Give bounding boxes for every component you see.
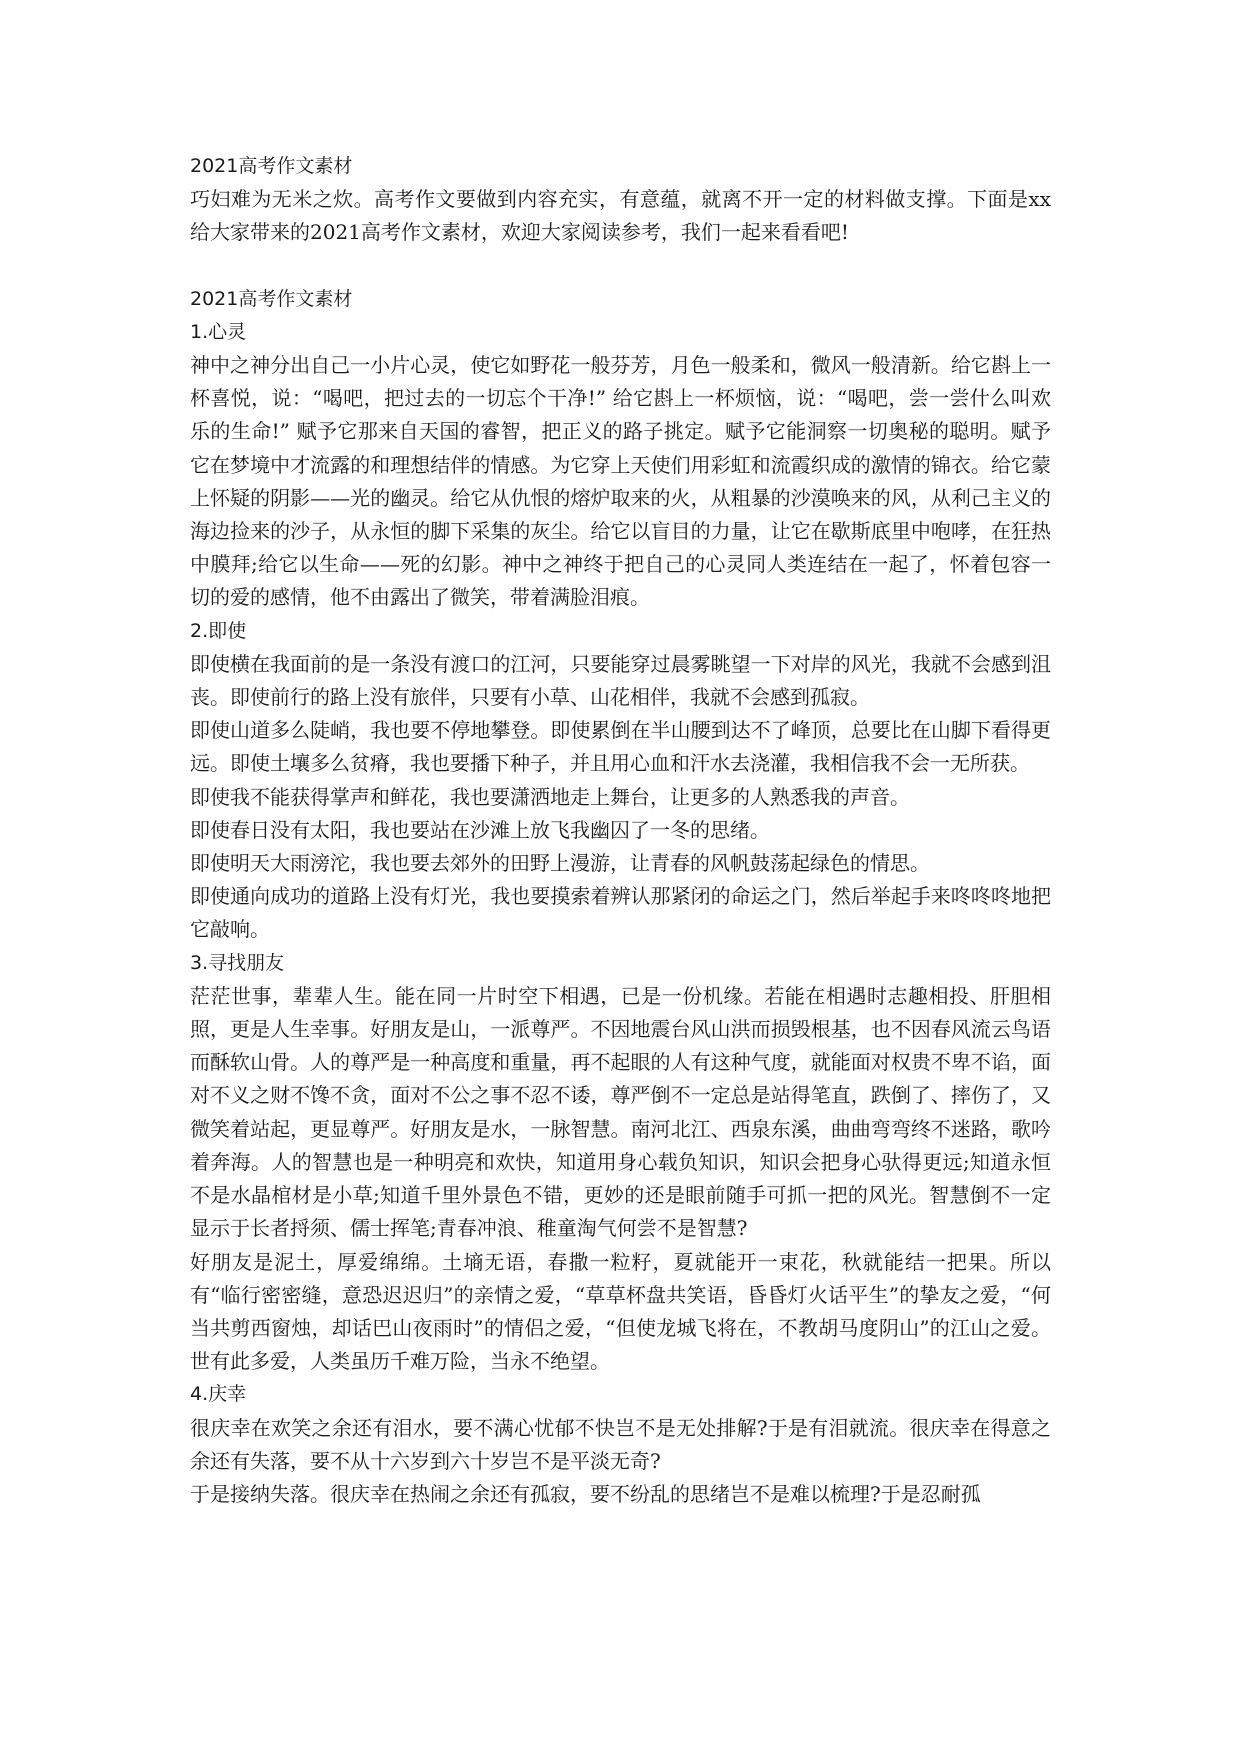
section-paragraph: 好朋友是泥土，厚爱绵绵。土墒无语，春撒一粒籽，夏就能开一束花，秋就能结一把果。所以有“临行密密缝，意恐迟迟归”的亲情之爱，“草草杯盘共笑语，昏昏灯火话平生”的挚友之爱，“何当共剪西窗烛，却话巴山夜雨时”的情侣之爱，“但使龙城飞将在，不教胡马度阴山”的江山之爱。世有此多爱，人类虽历千难万险，当永不绝望。 [190,1249,1051,1374]
section-heading: 2.即使 [190,619,247,642]
document-body [190,150,1051,1511]
document-title: 2021高考作文素材 [190,155,353,177]
section-paragraph: 即使横在我面前的是一条没有渡口的江河，只要能穿过晨雾眺望一下对岸的风光，我就不会感到沮丧。即使前行的路上没有旅伴，只要有小草、山花相伴，我就不会感到孤寂。 [190,651,1051,710]
document-subtitle: 2021高考作文素材 [190,287,353,310]
section-heading: 4.庆幸 [190,1383,247,1406]
section-paragraph: 即使山道多么陡峭，我也要不停地攀登。即使累倒在半山腰到达不了峰顶，总要比在山脚下看得更远。即使土壤多么贫瘠，我也要播下种子，并且用心血和汗水去浇灌，我相信我不会一无所获。 [190,718,1051,776]
section-heading: 1.心灵 [190,320,247,343]
section-paragraph: 很庆幸在欢笑之余还有泪水，要不满心忧郁不快岂不是无处排解?于是有泪就流。很庆幸在得意之余还有失落，要不从十六岁到六十岁岂不是平淡无奇? [190,1415,1051,1473]
section-paragraph: 即使我不能获得掌声和鲜花，我也要潇洒地走上舞台，让更多的人熟悉我的声音。 [190,784,910,809]
paragraph-spacer [190,250,1051,283]
section-paragraph: 于是接纳失落。很庆幸在热闹之余还有孤寂，要不纷乱的思绪岂不是难以梳理?于是忍耐孤 [190,1481,981,1506]
section-paragraph: 茫茫世事，辈辈人生。能在同一片时空下相遇，已是一份机缘。若能在相遇时志趣相投、肝胆相照，更是人生幸事。好朋友是山，一派尊严。不因地震台风山洪而损毁根基，也不因春风流云鸟语而酥软山骨。人的尊严是一种高度和重量，再不起眼的人有这种气度，就能面对权贵不卑不谄，面对不义之财不馋不贪，面对不公之事不忍不诿，尊严倒不一定总是站得笔直，跌倒了、摔伤了，又微笑着站起，更显尊严。好朋友是水，一脉智慧。南河北江、西泉东溪，曲曲弯弯终不迷路，歌吟着奔海。人的智慧也是一种明亮和欢快，知道用身心载负知识，知识会把身心驮得更远;知道永恒不是水晶棺材是小草;知道千里外景色不错，更妙的还是眼前随手可抓一把的风光。智慧倒不一定显示于长者捋须、儒士挥笔;青春冲浪、稚童淘气何尝不是智慧? [190,983,1051,1241]
section-paragraph: 即使明天大雨滂沱，我也要去郊外的田野上漫游，让青春的风帆鼓荡起绿色的情思。 [190,851,930,876]
section-paragraph: 神中之神分出自己一小片心灵，使它如野花一般芬芳，月色一般柔和，微风一般清新。给它斟上一杯喜悦，说：“喝吧，把过去的一切忘个干净!” 给它斟上一杯烦恼，说：“喝吧，尝一尝什么叫欢乐的生命!” 赋予它那来自天国的睿智，把正义的路子挑定。赋予它能洞察一切奥秘的聪明。赋予它在梦境中才流露的和理想结伴的情感。为它穿上天使们用彩虹和流霞织成的激情的锦衣。给它蒙上怀疑的阴影——光的幽灵。给它从仇恨的熔炉取来的火，从粗暴的沙漠唤来的风，从利己主义的海边捡来的沙子，从永恒的脚下采集的灰尘。给它以盲目的力量，让它在歇斯底里中咆哮，在狂热中膜拜;给它以生命——死的幻影。神中之神终于把自己的心灵同人类连结在一起了，怀着包容一切的爱的感情，他不由露出了微笑，带着满脸泪痕。 [190,353,1051,610]
section-paragraph: 即使春日没有太阳，我也要站在沙滩上放飞我幽囚了一冬的思绪。 [190,817,770,842]
section-paragraph: 即使通向成功的道路上没有灯光，我也要摸索着辨认那紧闭的命运之门，然后举起手来咚咚咚地把它敲响。 [190,884,1051,942]
intro-paragraph: 巧妇难为无米之炊。高考作文要做到内容充实，有意蕴，就离不开一定的材料做支撑。下面是xx给大家带来的2021高考作文素材，欢迎大家阅读参考，我们一起来看看吧! [190,187,1051,245]
section-heading: 3.寻找朋友 [190,951,285,974]
